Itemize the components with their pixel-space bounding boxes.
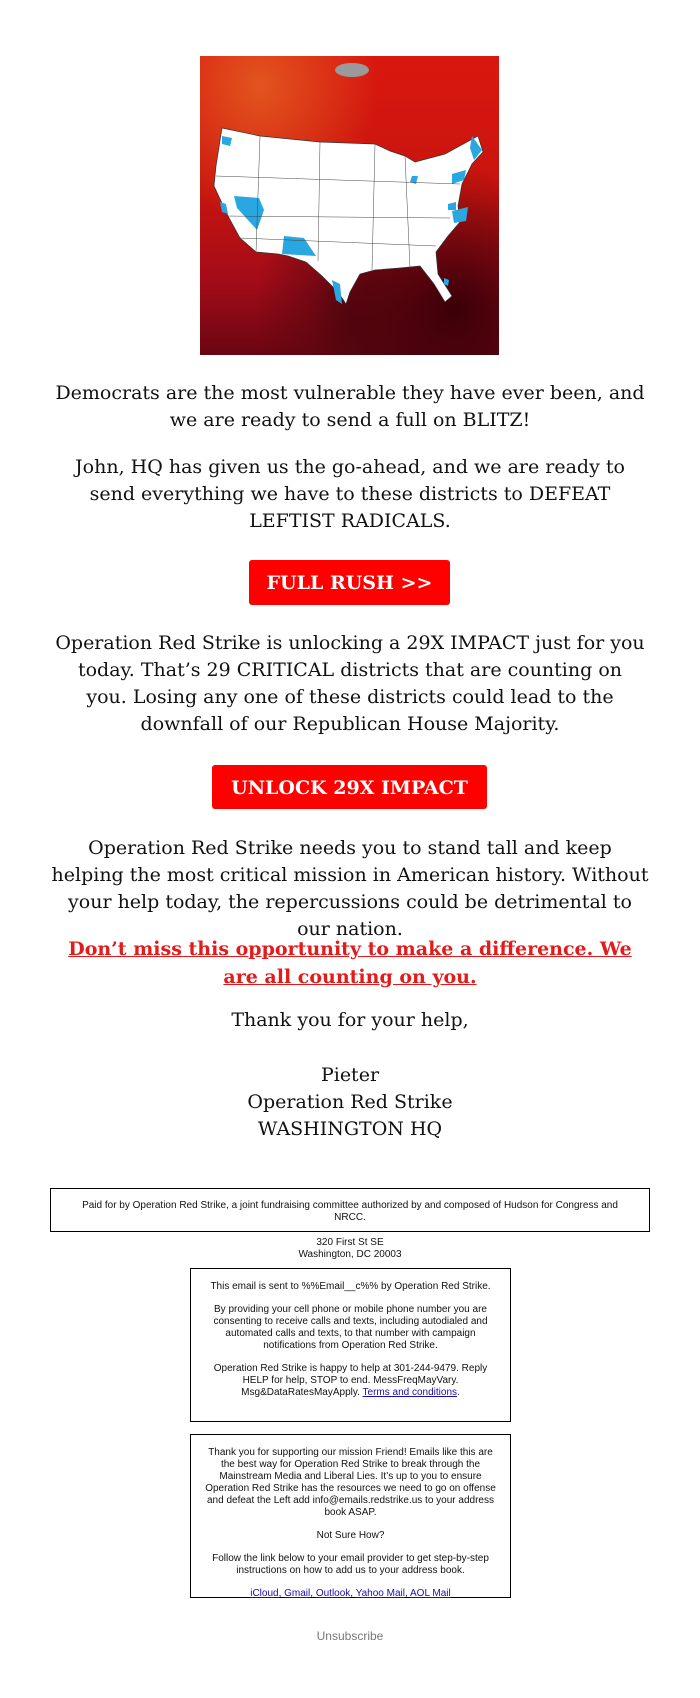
address-book-text: Thank you for supporting our mission Friend! Emails like this are the best way for Operation Red Strike to break through the Mainstream Media and Liberal Lies. It’s up to you to ensure Operation Red Strike has the resources we need to go on offense and defeat the Left add info@emails.redstrike.us to your address book ASAP. — [205, 1447, 496, 1518]
paid-for-disclaimer: Paid for by Operation Red Strike, a joint fundraising committee authorized by and composed of Hudson for Congress and NRCC. — [50, 1188, 650, 1232]
full-rush-button[interactable]: FULL RUSH >> — [249, 560, 450, 605]
go-ahead-paragraph: John, HQ has given us the go-ahead, and we are ready to send everything we have to these districts to DEFEAT LEFTIST RADICALS. — [75, 456, 625, 532]
impact-paragraph: Operation Red Strike is unlocking a 29X IMPACT just for you today. That’s 29 CRITICAL districts that are counting on you. Losing any one of these districts could lead to the downfall of our Republican House Majority. — [55, 632, 645, 735]
sms-disclaimer-box — [190, 1268, 511, 1422]
signature-location: WASHINGTON HQ — [257, 1118, 443, 1140]
provider-links: iCloud, Gmail, Outlook, Yahoo Mail, AOL Mail — [250, 1588, 451, 1599]
cloud-icon — [335, 63, 369, 77]
follow-text: Follow the link below to your email provider to get step-by-step instructions on how to add us to your address book. — [212, 1553, 489, 1576]
not-sure-text: Not Sure How? — [316, 1530, 385, 1541]
mailing-address — [200, 1237, 500, 1261]
signature-name: Pieter — [320, 1064, 380, 1086]
thanks-line: Thank you for your help, — [231, 1009, 469, 1031]
signature-org: Operation Red Strike — [247, 1091, 453, 1113]
unsubscribe-link[interactable]: Unsubscribe — [316, 1629, 384, 1643]
aol-mail-link[interactable]: AOL Mail — [410, 1588, 451, 1599]
opportunity-link[interactable]: Don’t miss this opportunity to make a difference. We are all counting on you. — [68, 938, 632, 988]
intro-paragraph: Democrats are the most vulnerable they have ever been, and we are ready to send a full on BLITZ! — [55, 382, 645, 431]
address-line-1: 320 First St SE — [316, 1237, 384, 1248]
terms-link[interactable]: Terms and conditions — [362, 1387, 458, 1398]
address-book-box — [190, 1434, 511, 1598]
outlook-link[interactable]: Outlook — [315, 1588, 351, 1599]
gmail-link[interactable]: Gmail — [284, 1588, 311, 1599]
hero-image-us-map — [200, 56, 499, 355]
consent-text: By providing your cell phone or mobile phone number you are consenting to receive calls and texts, including autodialed and automated calls and texts, to that number with campaign notifications from Operation Red Strike. — [213, 1304, 488, 1351]
us-map-icon — [200, 56, 499, 355]
unlock-impact-button[interactable]: UNLOCK 29X IMPACT — [212, 765, 487, 809]
address-line-2: Washington, DC 20003 — [298, 1249, 402, 1260]
signature — [50, 1062, 650, 1143]
stand-tall-paragraph: Operation Red Strike needs you to stand tall and keep helping the most critical mission in American history. Without your help today, the repercussions could be detrimental to our nation. — [51, 837, 649, 940]
sent-to-text: This email is sent to %%Email__c%% by Operation Red Strike. — [210, 1281, 491, 1292]
help-text-body: Operation Red Strike is happy to help at 301-244-9479. Reply HELP for help, STOP to end. MessFreqMayVary. Msg&DataRatesMayApply. — [213, 1363, 488, 1398]
yahoo-mail-link[interactable]: Yahoo Mail — [355, 1588, 405, 1599]
icloud-link[interactable]: iCloud — [250, 1588, 279, 1599]
help-text: Operation Red Strike is happy to help at 301-244-9479. Reply HELP for help, STOP to end. MessFreqMayVary. Msg&DataRatesMayApply. Terms and conditions. — [213, 1363, 488, 1398]
